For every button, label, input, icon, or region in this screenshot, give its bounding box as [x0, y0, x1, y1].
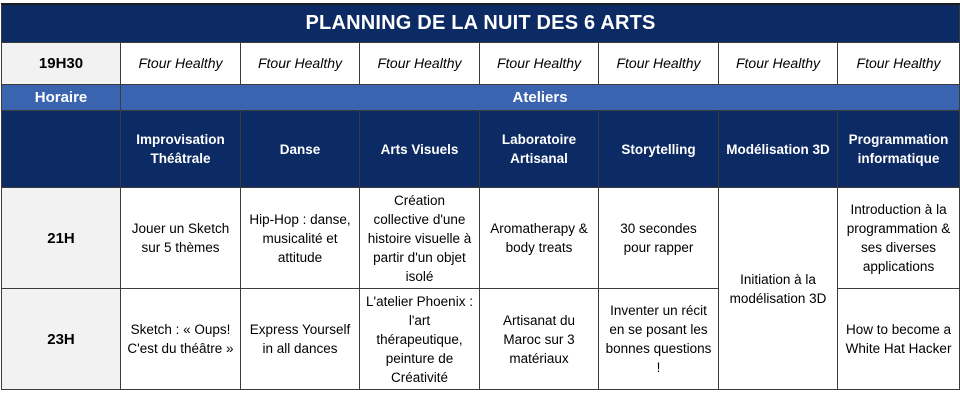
title-row	[2, 4, 960, 43]
meal-cell: Ftour Healthy	[719, 43, 838, 85]
workshop-header: Arts Visuels	[360, 111, 480, 188]
time-cell: 19H30	[2, 43, 121, 85]
meal-cell: Ftour Healthy	[599, 43, 719, 85]
meal-cell: Ftour Healthy	[121, 43, 241, 85]
workshop-header: Modélisation 3D	[719, 111, 838, 188]
activity-cell: Création collective d'une histoire visuelle à partir d'un objet isolé	[360, 188, 480, 289]
activity-cell: Aromatherapy & body treats	[480, 188, 599, 289]
time-cell: 23H	[2, 289, 121, 390]
meal-cell: Ftour Healthy	[360, 43, 480, 85]
activity-cell: Initiation à la modélisation 3D	[719, 188, 838, 390]
activity-cell: Inventer un récit en se posant les bonnes questions !	[599, 289, 719, 390]
page-title: PLANNING DE LA NUIT DES 6 ARTS	[2, 4, 960, 43]
activity-cell: Sketch : « Oups! C'est du théâtre »	[121, 289, 241, 390]
activity-cell: How to become a White Hat Hacker	[838, 289, 960, 390]
horaire-header: Horaire	[2, 85, 121, 111]
section-header-row	[2, 85, 960, 111]
empty-header-cell	[2, 111, 121, 188]
activity-cell: 30 secondes pour rapper	[599, 188, 719, 289]
activity-cell: Express Yourself in all dances	[241, 289, 360, 390]
activity-cell: Introduction à la programmation & ses diverses applications	[838, 188, 960, 289]
meal-cell: Ftour Healthy	[480, 43, 599, 85]
opening-row	[2, 43, 960, 85]
workshop-header: Programmation informatique	[838, 111, 960, 188]
meal-cell: Ftour Healthy	[838, 43, 960, 85]
workshop-header: Laboratoire Artisanal	[480, 111, 599, 188]
activity-cell: Jouer un Sketch sur 5 thèmes	[121, 188, 241, 289]
activity-cell: Hip-Hop : danse, musicalité et attitude	[241, 188, 360, 289]
workshop-header: Danse	[241, 111, 360, 188]
workshop-header: Improvisation Théâtrale	[121, 111, 241, 188]
time-cell: 21H	[2, 188, 121, 289]
activity-cell: L'atelier Phoenix : l'art thérapeutique, peinture de Créativité	[360, 289, 480, 390]
workshop-header-row	[2, 111, 960, 188]
table-row	[2, 188, 960, 289]
activity-cell: Artisanat du Maroc sur 3 matériaux	[480, 289, 599, 390]
ateliers-header: Ateliers	[121, 85, 960, 111]
planning-table	[1, 3, 960, 390]
meal-cell: Ftour Healthy	[241, 43, 360, 85]
workshop-header: Storytelling	[599, 111, 719, 188]
